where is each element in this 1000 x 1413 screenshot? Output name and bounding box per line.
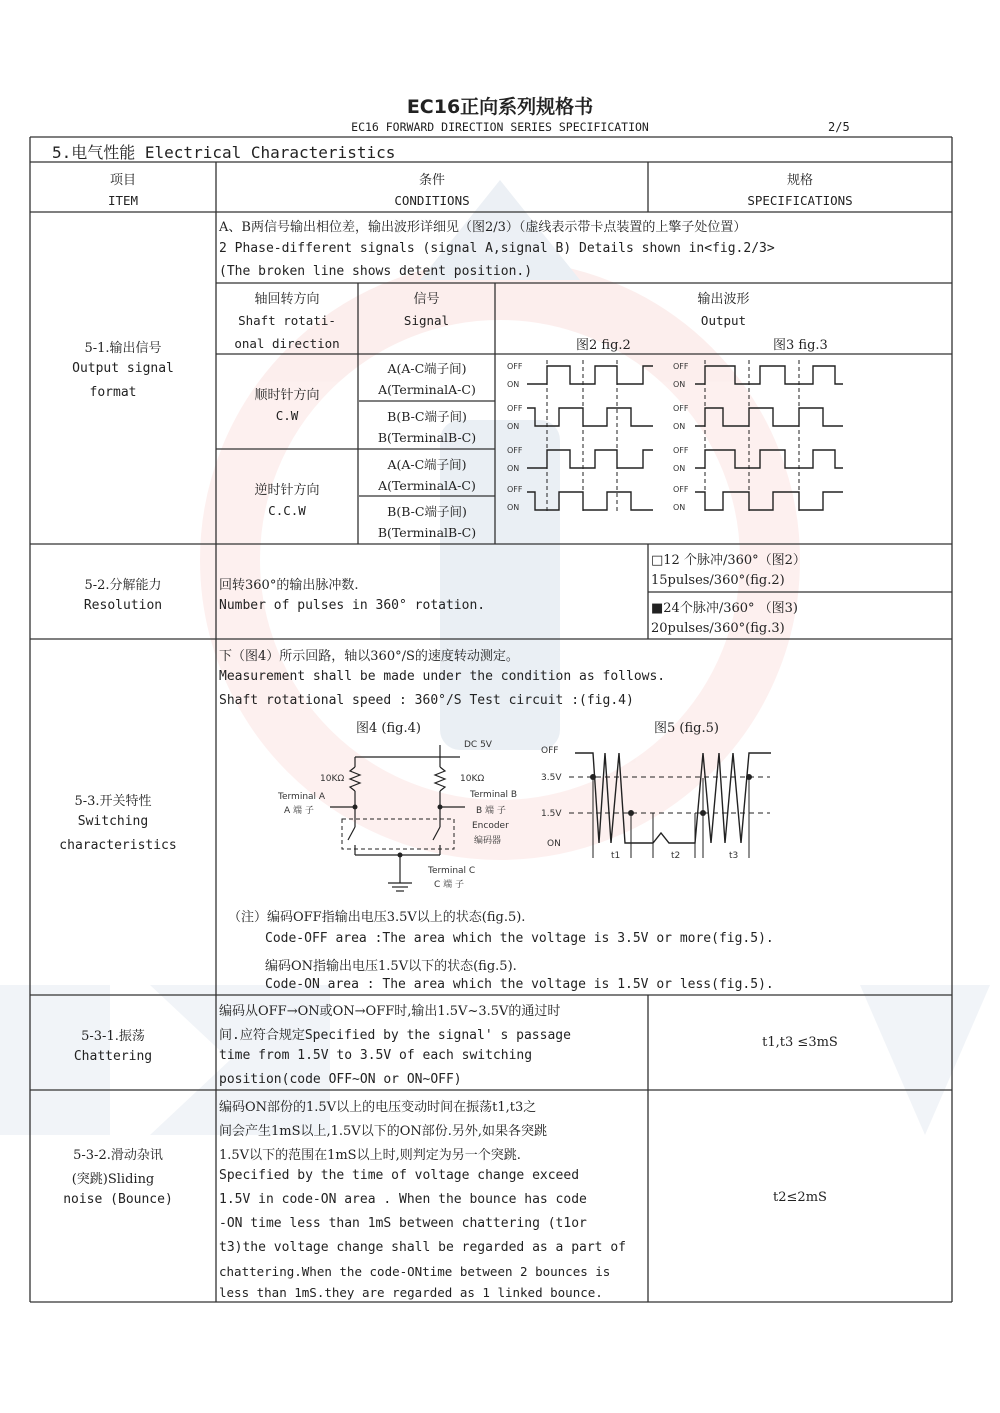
page-number: 2/5 [828, 120, 850, 134]
note-5-3-1: （注）编码OFF指输出电压3.5V以上的状态(fig.5). [228, 910, 526, 925]
cond-5-3-2-line8: chattering.When the code-ONtime between 2 bounces is [219, 1264, 611, 1279]
cw-sig-b-cn: B(B-C端子间) [387, 409, 467, 424]
item-5-1-en-1: Output signal [72, 361, 174, 376]
cond-5-3-1-line1: 编码从OFF→ON或ON→OFF时,输出1.5V~3.5V的通过时 [219, 1004, 561, 1019]
note-5-3-2: Code-OFF area :The area which the voltage is 3.5V or more(fig.5). [265, 931, 774, 946]
item-5-3-cn: 5-3.开关特性 [74, 794, 152, 809]
wave5-off-label: OFF [541, 746, 559, 756]
fig5-label: 图5 (fig.5) [654, 721, 719, 736]
hdr-signal-en: Signal [403, 313, 450, 328]
item-5-3-2-en-1: (突跳)Sliding [71, 1172, 155, 1187]
test-circuit-diagram [270, 735, 540, 900]
wave-on-label: ON [507, 464, 520, 473]
wave-off-label: OFF [673, 362, 689, 371]
item-5-2-en: Resolution [83, 598, 163, 613]
item-5-2-cn: 5-2.分解能力 [84, 578, 162, 593]
hdr-output-cn: 输出波形 [697, 292, 750, 307]
document-subtitle: EC16 FORWARD DIRECTION SERIES SPECIFICATION [351, 120, 649, 134]
col-conditions-en: CONDITIONS [394, 193, 470, 208]
terminal-a-label: Terminal A [278, 792, 326, 802]
cond-5-3-en-2: Shaft rotational speed : 360°/S Test circuit :(fig.4) [219, 693, 634, 708]
wave-on-label: ON [673, 464, 686, 473]
cw-sig-b-en: B(TerminalB-C) [377, 430, 477, 445]
hdr-signal-cn: 信号 [413, 292, 440, 307]
ccw-sig-a-en: A(TerminalA-C) [378, 478, 476, 493]
wave5-3v5-label: 3.5V [541, 773, 562, 783]
encoder-label: Encoder [472, 821, 509, 831]
wave-off-label: OFF [507, 404, 523, 413]
hdr-output-en: Output [700, 313, 747, 328]
cond-5-3-2-line4: Specified by the time of voltage change exceed [219, 1168, 580, 1183]
ccw-sig-b-en: B(TerminalB-C) [377, 525, 477, 540]
item-5-1-en-2: format [89, 385, 137, 400]
t2-label: t2 [671, 851, 681, 861]
cond-5-3-en-1: Measurement shall be made under the condition as follows. [219, 669, 666, 684]
t3-label: t3 [729, 851, 739, 861]
note-5-3-3: 编码ON指输出电压1.5V以下的状态(fig.5). [265, 959, 517, 974]
wave-off-label: OFF [507, 446, 523, 455]
wave-on-label: ON [507, 422, 520, 431]
cond-5-3-1-line4: position(code OFF~ON or ON~OFF) [219, 1072, 462, 1087]
cond-5-3-2-line2: 间会产生1mS以上,1.5V以下的ON部份.另外,如果各突跳 [219, 1124, 547, 1139]
desc-5-1-en: 2 Phase-different signals (signal A,signal B) Details shown in<fig.2/3> [219, 241, 775, 256]
cond-5-3-2-line6: -ON time less than 1mS between chattering (t1or [219, 1216, 587, 1231]
wave-off-label: OFF [507, 485, 523, 494]
cw-sig-a-en: A(TerminalA-C) [378, 382, 476, 397]
wave5-1v5-label: 1.5V [541, 809, 562, 819]
col-item-cn: 项目 [109, 173, 136, 188]
desc-5-1-cn: A、B两信号输出相位差，输出波形详细见（图2/3）（虚线表示带卡点装置的上擎子处位置） [219, 220, 747, 235]
spec-5-2-line1: □12 个脉冲/360°（图2） [651, 553, 806, 568]
wave-on-label: ON [673, 503, 686, 512]
terminal-c-cn-label: C 端 子 [434, 880, 465, 890]
terminal-a-cn-label: A 端 子 [284, 806, 314, 816]
cond-5-3-2-line5: 1.5V in code-ON area . When the bounce has code [219, 1192, 587, 1207]
switching-waveform [535, 738, 785, 868]
hdr-direction-cn: 轴回转方向 [254, 292, 320, 307]
hdr-direction-en-1: Shaft rotati- [238, 313, 336, 328]
cond-5-3-1-line2: 间.应符合规定Specified by the signal' s passage [219, 1028, 571, 1043]
spec-5-2-line2: 15pulses/360°(fig.2) [651, 573, 785, 588]
terminal-b-cn-label: B 端 子 [476, 806, 506, 816]
wave-off-label: OFF [673, 404, 689, 413]
cond-5-3-2-line1: 编码ON部份的1.5V以上的电压变动时间在振荡t1,t3之 [219, 1100, 537, 1115]
col-specs-en: SPECIFICATIONS [747, 193, 853, 208]
cond-5-3-2-line7: t3)the voltage change shall be regarded as a part of [219, 1240, 626, 1255]
wave-off-label: OFF [673, 446, 689, 455]
col-conditions-cn: 条件 [418, 173, 445, 188]
note-5-3-4: Code-ON area : The area which the voltage is 1.5V or less(fig.5). [265, 977, 774, 992]
ccw-cn: 逆时针方向 [254, 483, 320, 498]
section-title: 5.电气性能 Electrical Characteristics [52, 143, 396, 162]
wave-on-label: ON [507, 503, 520, 512]
spec-5-3-2: t2≤2mS [773, 1190, 827, 1205]
wave5-on-label: ON [547, 839, 561, 849]
output-waveforms [495, 354, 952, 544]
encoder-cn-label: 编码器 [474, 836, 502, 846]
cond-5-3-1-line3: time from 1.5V to 3.5V of each switching [219, 1048, 533, 1063]
hdr-direction-en-2: onal direction [234, 336, 340, 351]
col-specs-cn: 规格 [786, 173, 813, 188]
ccw-en: C.C.W [268, 503, 306, 518]
item-5-3-en-1: Switching [77, 814, 149, 829]
wave-on-label: ON [673, 380, 686, 389]
item-5-1-cn: 5-1.输出信号 [84, 341, 162, 356]
fig2-label: 图2 fig.2 [576, 338, 631, 353]
fig4-label: 图4 (fig.4) [356, 721, 421, 736]
wave-on-label: ON [673, 422, 686, 431]
item-5-3-en-2: characteristics [59, 838, 177, 853]
desc-5-1-note: (The broken line shows detent position.) [219, 264, 533, 279]
item-5-3-1-en: Chattering [73, 1049, 153, 1064]
item-5-3-2-en-2: noise (Bounce) [63, 1192, 173, 1207]
wave-on-label: ON [507, 380, 520, 389]
t1-label: t1 [611, 851, 621, 861]
item-5-3-1-cn: 5-3-1.振荡 [81, 1029, 145, 1044]
resistor-2-label: 10KΩ [460, 774, 485, 784]
ccw-sig-a-cn: A(A-C端子间) [387, 457, 467, 472]
cond-5-3-2-line3: 1.5V以下的范围在1mS以上时,则判定为另一个突跳. [219, 1148, 521, 1163]
item-5-3-2-cn: 5-3-2.滑动杂讯 [73, 1148, 163, 1163]
terminal-c-label: Terminal C [428, 866, 476, 876]
ccw-sig-b-cn: B(B-C端子间) [387, 504, 467, 519]
cond-5-3-2-line9: less than 1mS.they are regarded as 1 linked bounce. [219, 1285, 603, 1300]
cond-5-2-cn: 回转360°的输出脉冲数. [219, 578, 359, 593]
document-title: EC16正向系列规格书 [406, 96, 594, 118]
resistor-1-label: 10KΩ [320, 774, 345, 784]
spec-5-3-1: t1,t3 ≤3mS [762, 1035, 838, 1050]
fig3-label: 图3 fig.3 [773, 338, 828, 353]
dc-5v-label: DC 5V [464, 740, 492, 750]
cw-sig-a-cn: A(A-C端子间) [387, 361, 467, 376]
wave-off-label: OFF [507, 362, 523, 371]
col-item-en: ITEM [107, 193, 139, 208]
spec-5-2-line4: 20pulses/360°(fig.3) [651, 621, 785, 636]
cond-5-3-cn: 下（图4）所示回路，轴以360°/S的速度转动测定。 [219, 649, 519, 664]
terminal-b-label: Terminal B [470, 790, 518, 800]
cond-5-2-en: Number of pulses in 360° rotation. [219, 598, 486, 613]
spec-5-2-line3: ■24个脉冲/360° （图3) [651, 601, 798, 616]
cw-en: C.W [275, 408, 299, 423]
cw-cn: 顺时针方向 [254, 388, 320, 403]
wave-off-label: OFF [673, 485, 689, 494]
